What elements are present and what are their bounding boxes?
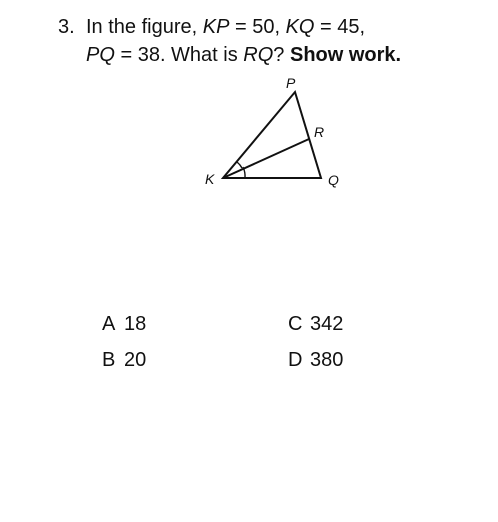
q1-seg: In the figure, — [86, 16, 203, 38]
label-r: R — [314, 124, 325, 140]
choice-b[interactable] — [102, 348, 146, 372]
q2-seg: ? — [273, 44, 290, 66]
choice-value: 18 — [124, 313, 147, 335]
choice-letter: C — [288, 313, 303, 335]
choice-value: 20 — [124, 349, 147, 371]
q1-seg: KP — [202, 16, 230, 38]
q2-seg: = 38. What is — [114, 44, 244, 66]
label-p: P — [286, 75, 296, 91]
choice-letter: A — [102, 313, 116, 335]
choice-c[interactable] — [288, 312, 343, 336]
choice-value: 342 — [310, 313, 344, 335]
triangle-kpq — [223, 92, 321, 178]
segment-kr — [223, 139, 309, 178]
choice-letter: B — [102, 349, 116, 371]
q1-seg: = 45, — [314, 16, 366, 38]
q1-seg: = 50, — [229, 16, 286, 38]
label-k: K — [205, 171, 215, 187]
choice-a[interactable] — [102, 312, 146, 336]
question-number: 3. — [58, 16, 75, 38]
choice-d[interactable] — [288, 348, 343, 372]
choice-value: 380 — [310, 349, 344, 371]
q2-seg: RQ — [243, 44, 274, 66]
q2-seg: PQ — [86, 44, 115, 66]
label-q: Q — [328, 172, 339, 188]
q2-seg: Show work. — [289, 44, 402, 66]
q1-seg: KQ — [285, 16, 315, 38]
angle-mark-upper — [237, 162, 242, 168]
choice-letter: D — [288, 349, 303, 371]
